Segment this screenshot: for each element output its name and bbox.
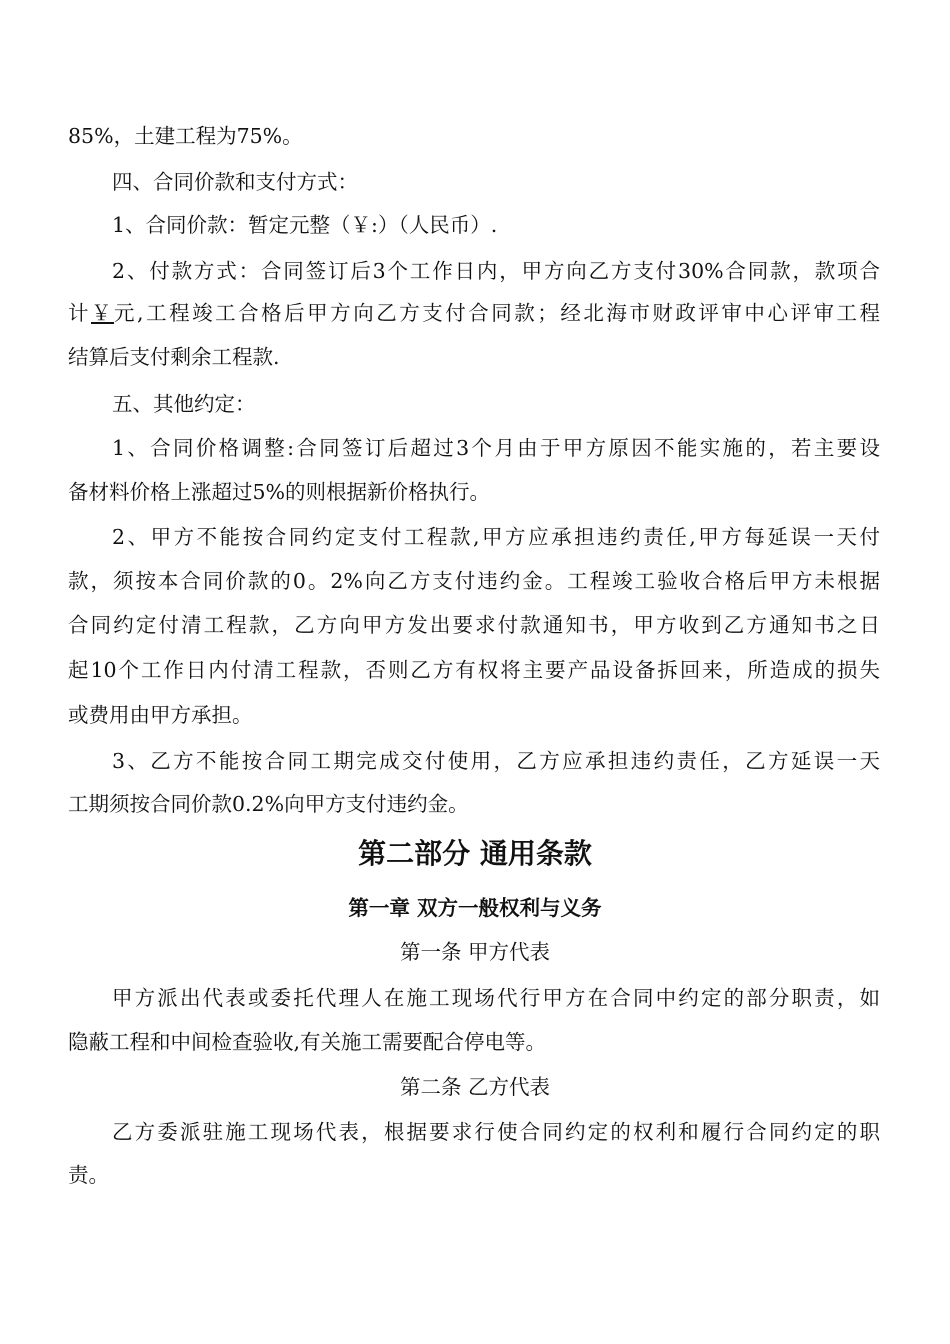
paragraph-line: 工期须按合同价款0.2%向甲方支付违约金。 xyxy=(68,792,469,816)
paragraph-line: 隐蔽工程和中间检查验收,有关施工需要配合停电等。 xyxy=(68,1030,547,1054)
paragraph-line: 2、甲方不能按合同约定支付工程款,甲方应承担违约责任,甲方每延误一天付 xyxy=(112,525,880,549)
paragraph-line: 款，须按本合同价款的0。2%向乙方支付违约金。工程竣工验收合格后甲方未根据 xyxy=(68,569,880,593)
paragraph-line xyxy=(68,298,880,328)
paragraph-line: 责。 xyxy=(68,1163,109,1187)
part-title: 第二部分 通用条款 xyxy=(358,837,592,870)
section-heading: 五、其他约定： xyxy=(112,392,256,416)
section-heading: 四、合同价款和支付方式： xyxy=(112,170,358,194)
paragraph-line: 3、乙方不能按合同工期完成交付使用，乙方应承担违约责任，乙方延误一天 xyxy=(112,749,880,773)
paragraph-line: 合同约定付清工程款，乙方向甲方发出要求付款通知书，甲方收到乙方通知书之日 xyxy=(68,613,880,637)
paragraph-line: 85%，土建工程为75%。 xyxy=(68,124,303,148)
paragraph-line: 或费用由甲方承担。 xyxy=(68,703,253,727)
paragraph-line: 2、付款方式：合同签订后3个工作日内，甲方向乙方支付30%合同款，款项合 xyxy=(112,259,880,283)
text-fragment: 元,工程竣工合格后甲方向乙方支付合同款；经北海市财政评审中心评审工程 xyxy=(114,301,881,325)
chapter-title: 第一章 双方一般权利与义务 xyxy=(348,896,602,920)
text-fragment: 计 xyxy=(68,301,92,325)
paragraph-line: 备材料价格上涨超过5%的则根据新价格执行。 xyxy=(68,480,491,504)
paragraph-line: 结算后支付剩余工程款. xyxy=(68,345,280,369)
currency-symbol: ￥ xyxy=(91,301,115,325)
article-title: 第二条 乙方代表 xyxy=(399,1075,551,1099)
paragraph-line: 1、合同价格调整:合同签订后超过3个月由于甲方原因不能实施的，若主要设 xyxy=(112,436,880,460)
paragraph-line: 乙方委派驻施工现场代表，根据要求行使合同约定的权利和履行合同约定的职 xyxy=(112,1120,880,1144)
article-title: 第一条 甲方代表 xyxy=(399,940,551,964)
paragraph-line: 起10个工作日内付清工程款，否则乙方有权将主要产品设备拆回来，所造成的损失 xyxy=(68,658,880,682)
paragraph-line: 甲方派出代表或委托代理人在施工现场代行甲方在合同中约定的部分职责，如 xyxy=(112,986,880,1010)
paragraph-line: 1、合同价款：暂定元整（￥:）（人民币）. xyxy=(112,213,498,237)
